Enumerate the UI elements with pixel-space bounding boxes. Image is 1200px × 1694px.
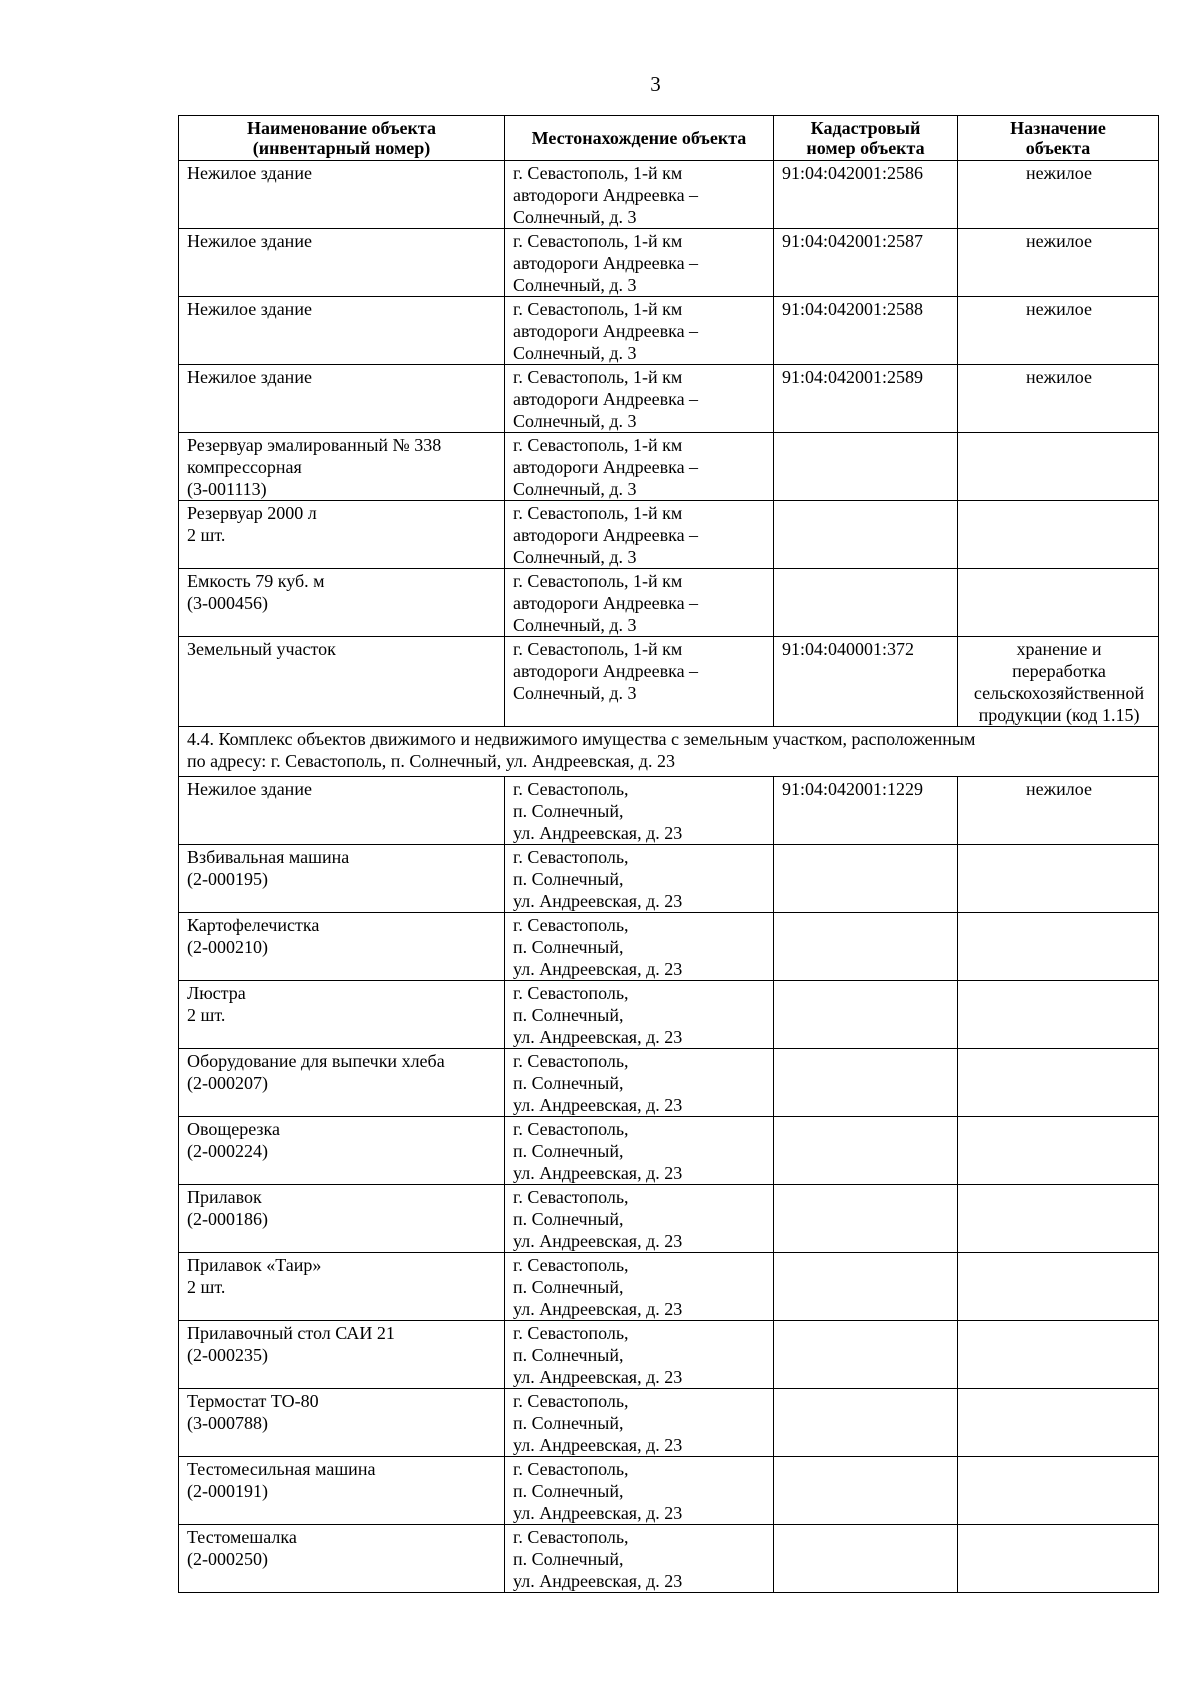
text-line: г. Севастополь, [513,1527,629,1547]
text-line: Солнечный, д. 3 [513,615,637,635]
cell-object-name [179,913,505,981]
text-line: Местонахождение объекта [531,128,747,148]
text-line: автодороги Андреевка – [513,457,699,477]
cell-object-name [179,845,505,913]
text-line: г. Севастополь, 1-й км [513,435,683,455]
text-line: г. Севастополь, [513,1255,629,1275]
table-row [179,1525,1159,1593]
text-line: г. Севастополь, 1-й км [513,367,683,387]
section-row [179,727,1159,777]
text-line: п. Солнечный, [513,937,624,957]
table-row [179,1321,1159,1389]
text-line: Резервуар эмалированный № 338 [187,435,442,455]
text-line: п. Солнечный, [513,1141,624,1161]
text-line: ул. Андреевская, д. 23 [513,959,683,979]
cell-object-name [179,365,505,433]
text-line: п. Солнечный, [513,1413,624,1433]
cell-object-name [179,1321,505,1389]
text-line: 4.4. Комплекс объектов движимого и недвижимого имущества с земельным участком, расположенным [187,729,976,749]
header-row [179,116,1159,161]
cell-cadastral-number: 91:04:042001:2586 [774,161,958,229]
cell-object-name [179,501,505,569]
text-line: продукции (код 1.15) [978,705,1140,725]
text-line: (инвентарный номер) [252,138,431,158]
cell-location [505,569,774,637]
header-cadastral [774,116,958,161]
text-line: г. Севастополь, [513,779,629,799]
table-row [179,229,1159,297]
cell-object-name [179,1525,505,1593]
text-line: ул. Андреевская, д. 23 [513,1231,683,1251]
table-row [179,637,1159,727]
text-line: нежилое [1026,779,1092,799]
text-line: ул. Андреевская, д. 23 [513,1503,683,1523]
text-line: Солнечный, д. 3 [513,683,637,703]
cell-location [505,1321,774,1389]
text-line: г. Севастополь, [513,1391,629,1411]
table-row [179,1185,1159,1253]
cell-purpose [958,913,1159,981]
text-line: объекта [1025,138,1091,158]
cell-location [505,297,774,365]
header-location [505,116,774,161]
text-line: хранение и [1016,639,1102,659]
table-row [179,777,1159,845]
text-line: Нежилое здание [187,779,312,799]
text-line: г. Севастополь, [513,1119,629,1139]
cell-location [505,365,774,433]
text-line: переработка [1012,661,1106,681]
text-line: автодороги Андреевка – [513,185,699,205]
table-row [179,1253,1159,1321]
table-row [179,1117,1159,1185]
cell-purpose [958,1253,1159,1321]
cell-cadastral-number: 91:04:042001:1229 [774,777,958,845]
text-line: ул. Андреевская, д. 23 [513,1367,683,1387]
text-line: 2 шт. [187,1005,226,1025]
text-line: г. Севастополь, 1-й км [513,503,683,523]
table-row [179,1389,1159,1457]
text-line: Нежилое здание [187,231,312,251]
text-line: Прилавок [187,1187,262,1207]
text-line: по адресу: г. Севастополь, п. Солнечный, ул. Андреевская, д. 23 [187,751,675,771]
text-line: Люстра [187,983,246,1003]
text-line: Наименование объекта [247,118,436,138]
text-line: Тестомешалка [187,1527,297,1547]
table-row [179,569,1159,637]
table-row [179,1457,1159,1525]
table-row [179,1049,1159,1117]
cell-cadastral-number: 91:04:042001:2587 [774,229,958,297]
cell-location [505,1457,774,1525]
cell-cadastral-number [774,501,958,569]
table-row [179,913,1159,981]
text-line: автодороги Андреевка – [513,253,699,273]
cell-location [505,1049,774,1117]
table-row [179,433,1159,501]
table-row [179,981,1159,1049]
text-line: ул. Андреевская, д. 23 [513,1571,683,1591]
table-row [179,161,1159,229]
cell-object-name [179,1049,505,1117]
cell-object-name [179,1117,505,1185]
text-line: нежилое [1026,231,1092,251]
text-line: (2-000250) [187,1549,268,1569]
text-line: Тестомесильная машина [187,1459,376,1479]
cell-purpose [958,845,1159,913]
text-line: (3-000788) [187,1413,268,1433]
cell-cadastral-number [774,1389,958,1457]
cell-location [505,1117,774,1185]
cell-purpose [958,229,1159,297]
text-line: п. Солнечный, [513,1549,624,1569]
table-row [179,501,1159,569]
text-line: п. Солнечный, [513,1005,624,1025]
text-line: Прилавок «Таир» [187,1255,322,1275]
text-line: (2-000195) [187,869,268,889]
text-line: (2-000235) [187,1345,268,1365]
text-line: Картофелечистка [187,915,320,935]
text-line: Прилавочный стол САИ 21 [187,1323,395,1343]
cell-purpose [958,1049,1159,1117]
text-line: п. Солнечный, [513,1481,624,1501]
cell-object-name [179,433,505,501]
text-line: Резервуар 2000 л [187,503,317,523]
table-row [179,365,1159,433]
cell-purpose [958,501,1159,569]
text-line: Солнечный, д. 3 [513,343,637,363]
cell-cadastral-number [774,1049,958,1117]
text-line: г. Севастополь, [513,1459,629,1479]
text-line: г. Севастополь, 1-й км [513,299,683,319]
cell-cadastral-number [774,569,958,637]
page-number: 3 [650,72,661,96]
cell-location [505,637,774,727]
cell-purpose [958,433,1159,501]
text-line: автодороги Андреевка – [513,321,699,341]
cell-cadastral-number [774,1117,958,1185]
text-line: (3-001113) [187,479,267,499]
text-line: ул. Андреевская, д. 23 [513,823,683,843]
text-line: Емкость 79 куб. м [187,571,325,591]
cell-cadastral-number: 91:04:042001:2589 [774,365,958,433]
cell-cadastral-number [774,1457,958,1525]
cell-purpose [958,1457,1159,1525]
cell-location [505,845,774,913]
cell-location [505,229,774,297]
property-table [178,115,1159,1593]
cell-purpose [958,569,1159,637]
cell-cadastral-number [774,1525,958,1593]
text-line: ул. Андреевская, д. 23 [513,1299,683,1319]
cell-location [505,1525,774,1593]
cell-purpose [958,1185,1159,1253]
text-line: п. Солнечный, [513,1277,624,1297]
text-line: г. Севастополь, 1-й км [513,163,683,183]
text-line: номер объекта [806,138,925,158]
text-line: (2-000224) [187,1141,268,1161]
text-line: п. Солнечный, [513,1073,624,1093]
text-line: Назначение [1010,118,1106,138]
text-line: Солнечный, д. 3 [513,411,637,431]
text-line: автодороги Андреевка – [513,661,699,681]
text-line: Нежилое здание [187,163,312,183]
cell-object-name [179,297,505,365]
text-line: Солнечный, д. 3 [513,207,637,227]
text-line: г. Севастополь, 1-й км [513,639,683,659]
cell-location [505,913,774,981]
cell-purpose [958,1321,1159,1389]
text-line: (2-000186) [187,1209,268,1229]
cell-location [505,161,774,229]
text-line: г. Севастополь, 1-й км [513,571,683,591]
text-line: г. Севастополь, [513,847,629,867]
cell-location [505,777,774,845]
text-line: Солнечный, д. 3 [513,275,637,295]
text-line: г. Севастополь, [513,915,629,935]
text-line: г. Севастополь, [513,983,629,1003]
cell-location [505,1253,774,1321]
cell-cadastral-number: 91:04:040001:372 [774,637,958,727]
cell-purpose [958,297,1159,365]
cell-location [505,501,774,569]
cell-cadastral-number [774,913,958,981]
text-line: (2-000210) [187,937,268,957]
cell-object-name [179,777,505,845]
cell-cadastral-number [774,981,958,1049]
text-line: п. Солнечный, [513,869,624,889]
cell-cadastral-number [774,433,958,501]
text-line: нежилое [1026,163,1092,183]
cell-purpose [958,1117,1159,1185]
cell-purpose [958,1525,1159,1593]
cell-location [505,1185,774,1253]
cell-purpose [958,637,1159,727]
text-line: п. Солнечный, [513,1345,624,1365]
section-heading [179,727,1159,777]
text-line: п. Солнечный, [513,1209,624,1229]
text-line: автодороги Андреевка – [513,389,699,409]
text-line: Солнечный, д. 3 [513,479,637,499]
text-line: п. Солнечный, [513,801,624,821]
text-line: г. Севастополь, 1-й км [513,231,683,251]
text-line: ул. Андреевская, д. 23 [513,891,683,911]
text-line: Земельный участок [187,639,336,659]
text-line: Овощерезка [187,1119,281,1139]
text-line: 2 шт. [187,525,226,545]
text-line: г. Севастополь, [513,1323,629,1343]
cell-purpose [958,777,1159,845]
cell-object-name [179,981,505,1049]
cell-object-name [179,637,505,727]
cell-object-name [179,1389,505,1457]
text-line: сельскохозяйственной [973,683,1145,703]
cell-object-name [179,161,505,229]
cell-object-name [179,1185,505,1253]
table-body-section-a [179,161,1159,727]
text-line: (3-000456) [187,593,268,613]
cell-cadastral-number [774,845,958,913]
cell-location [505,981,774,1049]
text-line: Кадастровый [810,118,921,138]
cell-purpose [958,1389,1159,1457]
text-line: Нежилое здание [187,299,312,319]
table-body-section-b [179,777,1159,1593]
table-row [179,297,1159,365]
cell-cadastral-number [774,1185,958,1253]
cell-cadastral-number [774,1321,958,1389]
text-line: Оборудование для выпечки хлеба [187,1051,445,1071]
text-line: нежилое [1026,299,1092,319]
text-line: Взбивальная машина [187,847,350,867]
cell-location [505,433,774,501]
cell-object-name [179,229,505,297]
text-line: г. Севастополь, [513,1187,629,1207]
text-line: ул. Андреевская, д. 23 [513,1027,683,1047]
text-line: автодороги Андреевка – [513,525,699,545]
header-name [179,116,505,161]
cell-location [505,1389,774,1457]
cell-object-name [179,1253,505,1321]
text-line: (2-000191) [187,1481,268,1501]
cell-object-name [179,1457,505,1525]
header-purpose [958,116,1159,161]
cell-cadastral-number: 91:04:042001:2588 [774,297,958,365]
text-line: нежилое [1026,367,1092,387]
text-line: ул. Андреевская, д. 23 [513,1095,683,1115]
text-line: автодороги Андреевка – [513,593,699,613]
text-line: ул. Андреевская, д. 23 [513,1435,683,1455]
text-line: Нежилое здание [187,367,312,387]
table-row [179,845,1159,913]
cell-cadastral-number [774,1253,958,1321]
cell-object-name [179,569,505,637]
text-line: компрессорная [187,457,302,477]
text-line: Термостат ТО-80 [187,1391,319,1411]
text-line: (2-000207) [187,1073,268,1093]
text-line: Солнечный, д. 3 [513,547,637,567]
cell-purpose [958,365,1159,433]
cell-purpose [958,161,1159,229]
cell-purpose [958,981,1159,1049]
text-line: г. Севастополь, [513,1051,629,1071]
text-line: ул. Андреевская, д. 23 [513,1163,683,1183]
text-line: 2 шт. [187,1277,226,1297]
